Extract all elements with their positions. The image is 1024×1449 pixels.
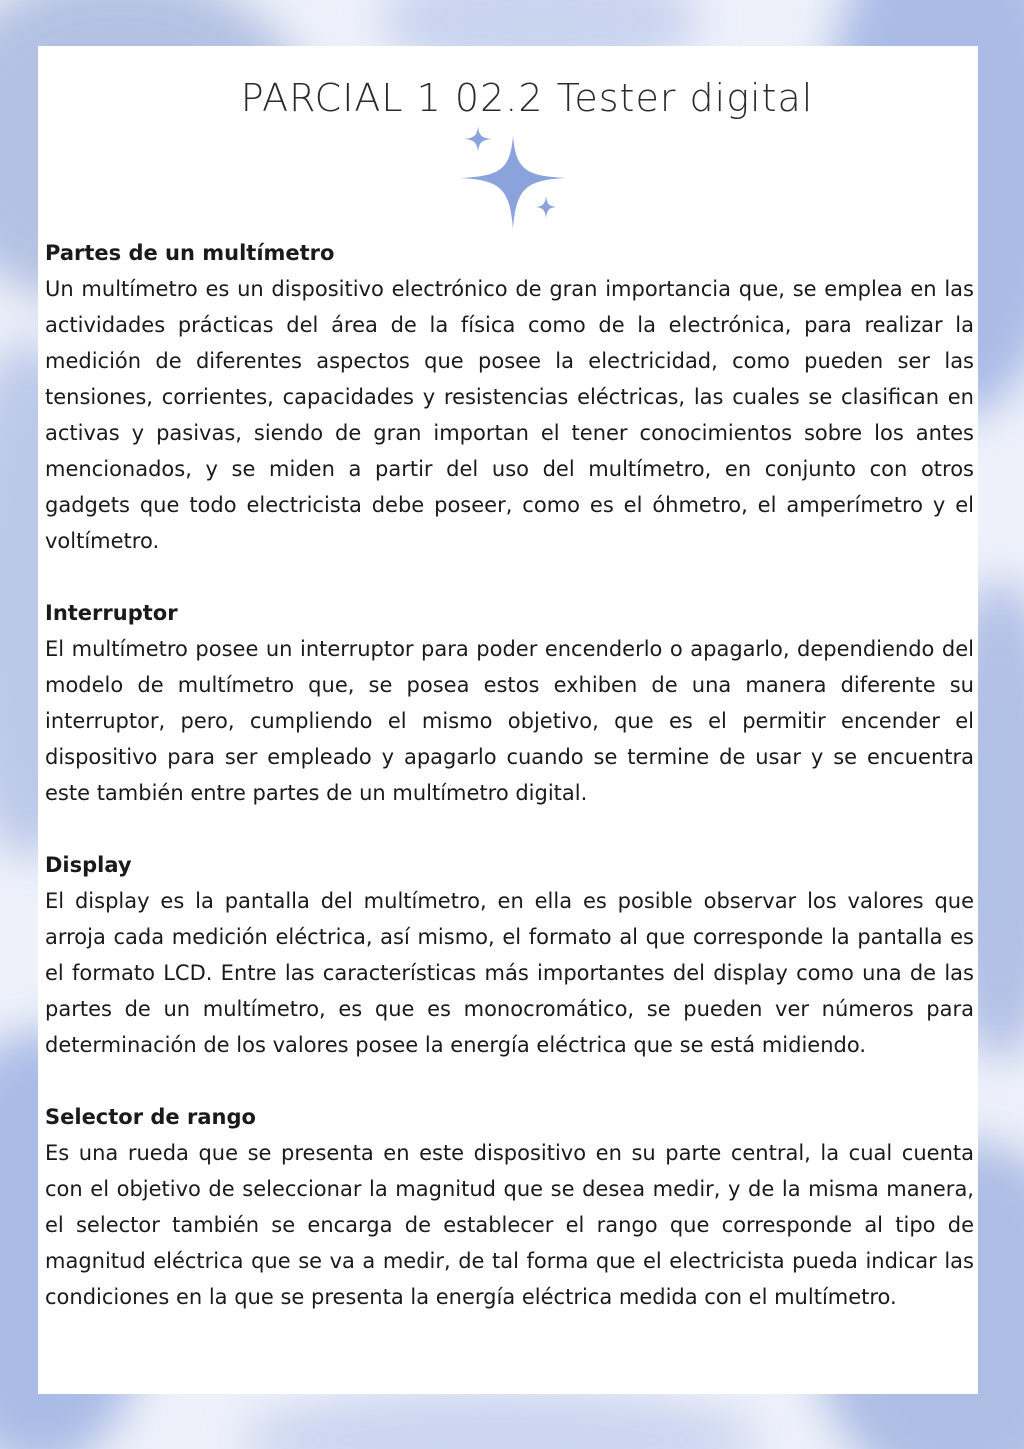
section-interruptor: [45, 595, 974, 811]
page-title: PARCIAL 1 02.2 Tester digital: [240, 76, 814, 120]
section-paragraph: El display es la pantalla del multímetro, en ella es posible observar los valores que arroja cada medición eléctrica, así mismo, el formato al que corresponde la pantalla es el formato LCD. Entre las características más importantes del display como una de las partes de un multímetro, es que es monocromático, se pueden ver números para determinación de los valores posee la energía eléctrica que se está midiendo.: [45, 889, 974, 1057]
section-paragraph: Es una rueda que se presenta en este dispositivo en su parte central, la cual cuenta con el objetivo de seleccionar la magnitud que se desea medir, y de la misma manera, el selector también se encarga de establecer el rango que corresponde al tipo de magnitud eléctrica que se va a medir, de tal forma que el electricista pueda indicar las condiciones en la que se presenta la energía eléctrica medida con el multímetro.: [45, 1141, 974, 1309]
document-body: [45, 235, 974, 1351]
section-heading: Partes de un multímetro: [45, 241, 335, 265]
section-selector: [45, 1099, 974, 1315]
section-paragraph: El multímetro posee un interruptor para poder encenderlo o apagarlo, dependiendo del modelo de multímetro que, se posea estos exhiben de una manera diferente su interruptor, pero, cumpliendo el mismo objetivo, que es el permitir encender el dispositivo para ser empleado y apagarlo cuando se termine de usar y se encuentra este también entre partes de un multímetro digital.: [45, 637, 974, 805]
section-paragraph: Un multímetro es un dispositivo electrónico de gran importancia que, se emplea en las actividades prácticas del área de la física como de la electrónica, para realizar la medición de diferentes aspectos que posee la electricidad, como pueden ser las tensiones, corrientes, capacidades y resistencias eléctricas, las cuales se clasifican en activas y pasivas, siendo de gran importan el tener conocimientos sobre los antes mencionados, y se miden a partir del uso del multímetro, en conjunto con otros gadgets que todo electricista debe poseer, como es el óhmetro, el amperímetro y el voltímetro.: [45, 277, 974, 553]
section-heading: Selector de rango: [45, 1105, 256, 1129]
section-heading: Display: [45, 853, 132, 877]
section-heading: Interruptor: [45, 601, 178, 625]
section-display: [45, 847, 974, 1063]
section-partes: [45, 235, 974, 559]
sparkle-icon: [448, 118, 578, 238]
